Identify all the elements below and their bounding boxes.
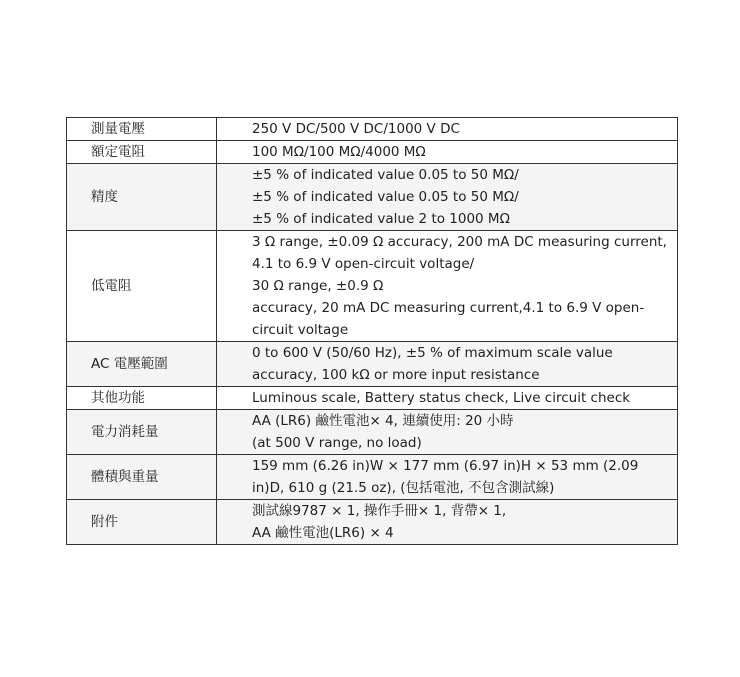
spec-value	[217, 387, 678, 410]
spec-row	[67, 164, 678, 231]
spec-value	[217, 410, 678, 455]
spec-value	[217, 118, 678, 141]
spec-label: 電力消耗量	[67, 410, 217, 455]
spec-value-line: 4.1 to 6.9 V open-circuit voltage/	[252, 256, 475, 272]
spec-row	[67, 500, 678, 545]
spec-value-line: circuit voltage	[252, 322, 349, 338]
spec-value	[217, 231, 678, 342]
spec-value-line: Luminous scale, Battery status check, Live circuit check	[252, 390, 631, 406]
spec-value-line: accuracy, 100 kΩ or more input resistance	[252, 367, 540, 383]
spec-value	[217, 141, 678, 164]
spec-label: 精度	[67, 164, 217, 231]
spec-value-line: 100 MΩ/100 MΩ/4000 MΩ	[252, 144, 426, 160]
spec-value-line: accuracy, 20 mA DC measuring current,4.1 to 6.9 V open-	[252, 300, 645, 316]
spec-value-line: ±5 % of indicated value 0.05 to 50 MΩ/	[252, 167, 519, 183]
spec-row	[67, 141, 678, 164]
spec-row	[67, 342, 678, 387]
spec-row	[67, 118, 678, 141]
spec-value-line: (at 500 V range, no load)	[252, 435, 422, 451]
spec-label: 體積與重量	[67, 455, 217, 500]
spec-value	[217, 455, 678, 500]
spec-row	[67, 410, 678, 455]
spec-value	[217, 342, 678, 387]
spec-value-line: ±5 % of indicated value 2 to 1000 MΩ	[252, 211, 510, 227]
spec-value	[217, 500, 678, 545]
spec-value-line: in)D, 610 g (21.5 oz), (包括電池, 不包含測試線)	[252, 480, 555, 496]
spec-label: 低電阻	[67, 231, 217, 342]
spec-row	[67, 455, 678, 500]
spec-table	[66, 117, 678, 545]
spec-value-line: 測試線9787 × 1, 操作手冊× 1, 背帶× 1,	[252, 503, 507, 519]
spec-value-line: 159 mm (6.26 in)W × 177 mm (6.97 in)H × 53 mm (2.09	[252, 458, 639, 474]
spec-value-line: 250 V DC/500 V DC/1000 V DC	[252, 121, 460, 137]
spec-value	[217, 164, 678, 231]
spec-row	[67, 231, 678, 342]
spec-value-line: ±5 % of indicated value 0.05 to 50 MΩ/	[252, 189, 519, 205]
spec-value-line: 0 to 600 V (50/60 Hz), ±5 % of maximum scale value	[252, 345, 613, 361]
spec-label: 測量電壓	[67, 118, 217, 141]
spec-label: 其他功能	[67, 387, 217, 410]
spec-value-line: AA (LR6) 鹼性電池× 4, 連續使用: 20 小時	[252, 413, 514, 429]
spec-value-line: 3 Ω range, ±0.09 Ω accuracy, 200 mA DC measuring current,	[252, 234, 667, 250]
spec-row	[67, 387, 678, 410]
spec-value-line: AA 鹼性電池(LR6) × 4	[252, 525, 394, 541]
spec-label: 額定電阻	[67, 141, 217, 164]
spec-label: AC 電壓範圍	[67, 342, 217, 387]
spec-label: 附件	[67, 500, 217, 545]
spec-value-line: 30 Ω range, ±0.9 Ω	[252, 278, 384, 294]
